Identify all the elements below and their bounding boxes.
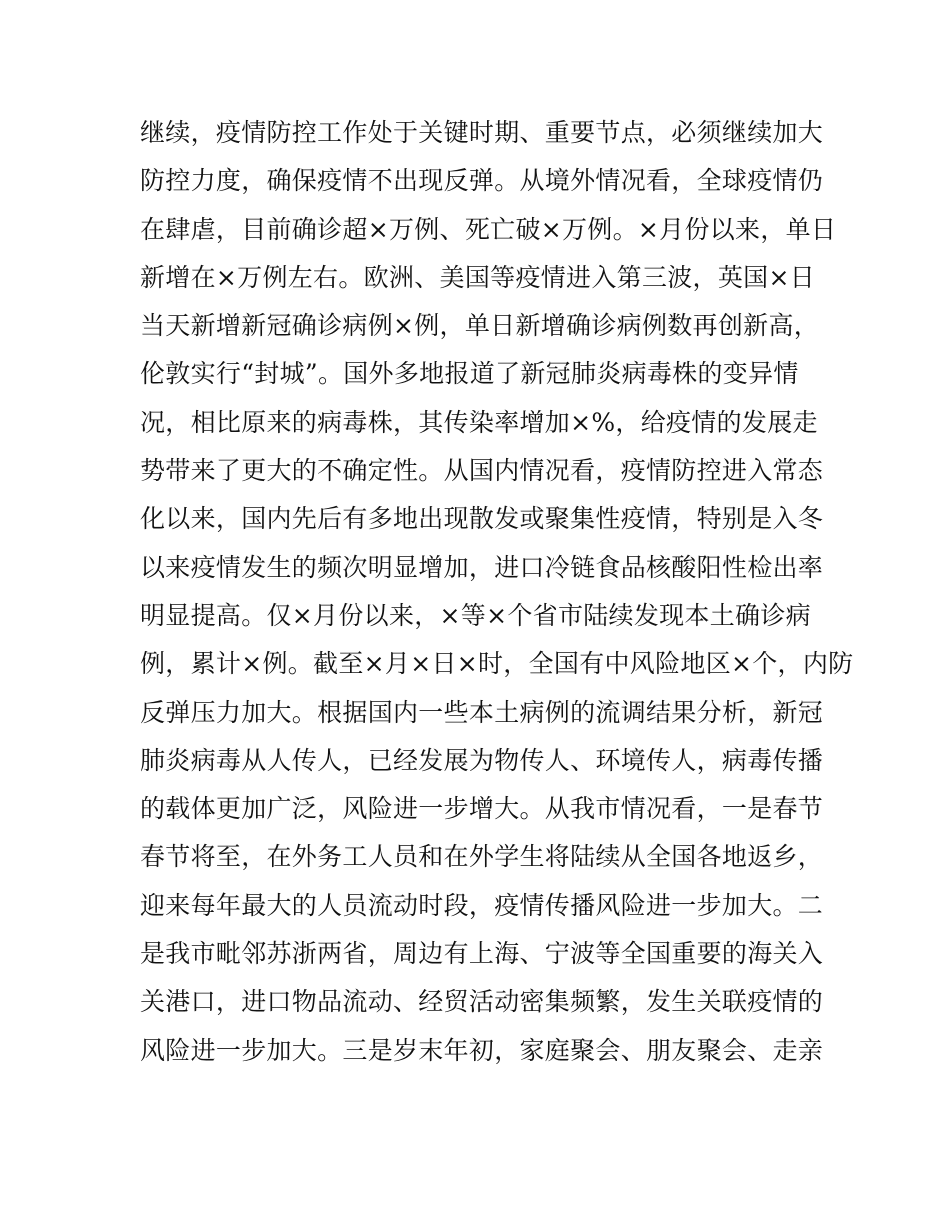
text-line: 迎来每年最大的人员流动时段，疫情传播风险进一步加大。二 xyxy=(140,890,824,920)
text-line: 反弹压力加大。根据国内一些本土病例的流调结果分析，新冠 xyxy=(140,697,824,727)
text-line: 化以来，国内先后有多地出现散发或聚集性疫情，特别是入冬 xyxy=(140,504,824,534)
text-line: 当天新增新冠确诊病例×例，单日新增确诊病例数再创新高， xyxy=(140,311,820,341)
text-line: 风险进一步加大。三是岁末年初，家庭聚会、朋友聚会、走亲 xyxy=(140,1035,824,1065)
text-line: 以来疫情发生的频次明显增加，进口冷链食品核酸阳性检出率 xyxy=(140,552,824,582)
text-line: 关港口，进口物品流动、经贸活动密集频繁，发生关联疫情的 xyxy=(140,987,824,1017)
text-line: 肺炎病毒从人传人，已经发展为物传人、环境传人，病毒传播 xyxy=(140,745,824,775)
text-line: 况，相比原来的病毒株，其传染率增加×%，给疫情的发展走 xyxy=(140,407,818,437)
text-line: 继续，疫情防控工作处于关键时期、重要节点，必须继续加大 xyxy=(140,118,824,147)
text-line: 在肆虐，目前确诊超×万例、死亡破×万例。×月份以来，单日 xyxy=(140,214,837,244)
body-paragraph xyxy=(140,109,854,1075)
text-line: 新增在×万例左右。欧洲、美国等疫情进入第三波，英国×日 xyxy=(140,262,815,292)
text-line: 伦敦实行“封城”。国外多地报道了新冠肺炎病毒株的变异情 xyxy=(140,359,799,389)
text-line: 明显提高。仅×月份以来，×等×个省市陆续发现本土确诊病 xyxy=(140,600,811,630)
text-line: 的载体更加广泛，风险进一步增大。从我市情况看，一是春节 xyxy=(140,794,824,824)
text-line: 春节将至，在外务工人员和在外学生将陆续从全国各地返乡， xyxy=(140,842,824,872)
text-line: 势带来了更大的不确定性。从国内情况看，疫情防控进入常态 xyxy=(140,456,824,486)
text-line: 例，累计×例。截至×月×日×时，全国有中风险地区×个，内防 xyxy=(140,649,854,679)
text-line: 是我市毗邻苏浙两省，周边有上海、宁波等全国重要的海关入 xyxy=(140,939,824,969)
text-line: 防控力度，确保疫情不出现反弹。从境外情况看，全球疫情仍 xyxy=(140,166,824,196)
